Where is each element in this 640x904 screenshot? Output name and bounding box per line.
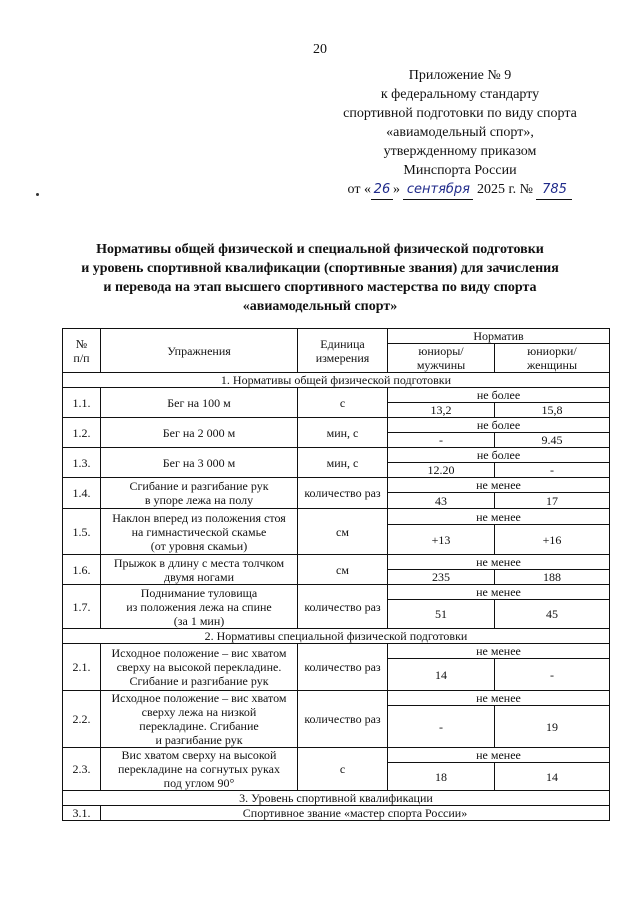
exercise-line: Вис хватом сверху на высокой <box>121 748 277 762</box>
row-number: 1.2. <box>63 418 101 448</box>
header-men: юниоры/ мужчины <box>388 344 495 373</box>
annex-header <box>330 66 590 200</box>
table-row <box>63 585 610 600</box>
section-title: 1. Нормативы общей физической подготовки <box>63 373 610 388</box>
row-number: 1.7. <box>63 585 101 629</box>
value-women: 15,8 <box>495 403 610 418</box>
exercise-line: на гимнастической скамье <box>131 524 267 539</box>
norm-condition: не менее <box>388 691 610 706</box>
value-men: 43 <box>388 493 495 509</box>
table-row <box>63 644 610 659</box>
norm-condition: не более <box>388 388 610 403</box>
order-day: 26 <box>373 182 391 197</box>
exercise-name <box>101 388 298 418</box>
row-number: 1.3. <box>63 448 101 478</box>
exercise-line: перекладине. Сгибание <box>139 719 259 733</box>
row-number: 1.1. <box>63 388 101 418</box>
value-women: 14 <box>495 763 610 791</box>
section-row <box>63 629 610 644</box>
title-line: «авиамодельный спорт» <box>242 299 398 314</box>
stray-dot <box>36 193 39 196</box>
value-men: - <box>388 433 495 448</box>
header-unit: Единица измерения <box>298 329 388 373</box>
value-women: 188 <box>495 570 610 585</box>
exercise-line: сверху на высокой перекладине. <box>116 660 282 674</box>
value-men: 235 <box>388 570 495 585</box>
exercise-line: Наклон вперед из положения стоя <box>112 510 286 525</box>
order-reference <box>330 180 590 200</box>
order-number: 785 <box>542 182 567 197</box>
annex-title: Приложение № 9 <box>408 68 512 83</box>
norm-condition: не менее <box>388 478 610 493</box>
annex-line: к федеральному стандарту <box>380 87 540 102</box>
row-number: 1.6. <box>63 555 101 585</box>
exercise-name <box>101 509 298 555</box>
exercise-line: Поднимание туловища <box>140 585 258 600</box>
page-number: 20 <box>313 42 327 57</box>
exercise-line: и разгибание рук <box>155 733 243 747</box>
table-row <box>63 448 610 463</box>
table-row <box>63 806 610 821</box>
unit: количество раз <box>298 585 388 629</box>
exercise-name <box>101 644 298 691</box>
document-title <box>40 240 600 316</box>
exercise-name <box>101 555 298 585</box>
norms-table <box>62 328 610 821</box>
qualification-text: Спортивное звание «мастер спорта России» <box>101 806 610 821</box>
order-prefix: от « <box>347 182 371 197</box>
exercise-line: сверху лежа на низкой <box>141 705 257 719</box>
value-men: 18 <box>388 763 495 791</box>
table-row <box>63 748 610 763</box>
section-title: 3. Уровень спортивной квалификации <box>63 791 610 806</box>
title-line: Нормативы общей физической и специальной физической подготовки <box>96 242 544 257</box>
value-women: - <box>495 659 610 691</box>
section-row <box>63 373 610 388</box>
table-row <box>63 509 610 525</box>
unit: с <box>298 748 388 791</box>
norm-condition: не более <box>388 418 610 433</box>
unit: мин, с <box>298 418 388 448</box>
order-month: сентября <box>406 182 471 197</box>
table-row <box>63 388 610 403</box>
row-number: 3.1. <box>63 806 101 821</box>
exercise-line: (за 1 мин) <box>173 613 225 628</box>
exercise-line: Бег на 3 000 м <box>162 455 236 470</box>
value-men: 13,2 <box>388 403 495 418</box>
exercise-line: из положения лежа на спине <box>126 599 272 614</box>
row-number: 1.4. <box>63 478 101 509</box>
exercise-line: под углом 90° <box>163 776 235 790</box>
value-women: 45 <box>495 600 610 629</box>
exercise-line: Сгибание и разгибание рук <box>129 479 269 493</box>
value-men: +13 <box>388 525 495 555</box>
exercise-line: (от уровня скамьи) <box>150 538 248 553</box>
value-women: 19 <box>495 706 610 748</box>
unit: с <box>298 388 388 418</box>
exercise-name <box>101 585 298 629</box>
value-women: 9.45 <box>495 433 610 448</box>
norm-condition: не менее <box>388 644 610 659</box>
norm-condition: не менее <box>388 555 610 570</box>
unit: количество раз <box>298 478 388 509</box>
row-number: 2.1. <box>63 644 101 691</box>
exercise-line: Бег на 2 000 м <box>162 425 236 440</box>
annex-line: Минспорта России <box>403 163 517 178</box>
exercise-line: Исходное положение – вис хватом <box>111 646 287 660</box>
title-line: и перевода на этап высшего спортивного мастерства по виду спорта <box>103 280 537 295</box>
header-norm: Норматив <box>388 329 610 344</box>
value-men: 51 <box>388 600 495 629</box>
exercise-line: Исходное положение – вис хватом <box>111 691 287 705</box>
title-line: и уровень спортивной квалификации (спортивные звания) для зачисления <box>81 261 559 276</box>
unit: мин, с <box>298 448 388 478</box>
table-row <box>63 691 610 706</box>
row-number: 1.5. <box>63 509 101 555</box>
exercise-name <box>101 418 298 448</box>
order-year: 2025 г. № <box>476 182 533 197</box>
header-exercise: Упражнения <box>101 329 298 373</box>
value-men: 14 <box>388 659 495 691</box>
norm-condition: не более <box>388 448 610 463</box>
order-mid: » <box>392 182 400 197</box>
row-number: 2.2. <box>63 691 101 748</box>
exercise-line: перекладине на согнутых руках <box>117 762 281 776</box>
exercise-line: Сгибание и разгибание рук <box>129 674 269 688</box>
exercise-name <box>101 448 298 478</box>
table-row <box>63 555 610 570</box>
section-row <box>63 791 610 806</box>
value-men: - <box>388 706 495 748</box>
norm-condition: не менее <box>388 509 610 525</box>
exercise-name <box>101 691 298 748</box>
exercise-line: двумя ногами <box>163 569 234 584</box>
exercise-name <box>101 478 298 509</box>
section-title: 2. Нормативы специальной физической подготовки <box>63 629 610 644</box>
value-women: +16 <box>495 525 610 555</box>
annex-line: спортивной подготовки по виду спорта <box>343 106 577 121</box>
header-num: № п/п <box>63 329 101 373</box>
annex-line: утвержденному приказом <box>383 144 537 159</box>
unit: количество раз <box>298 691 388 748</box>
norm-condition: не менее <box>388 585 610 600</box>
value-women: - <box>495 463 610 478</box>
exercise-name <box>101 748 298 791</box>
exercise-line: Бег на 100 м <box>167 395 231 410</box>
exercise-line: в упоре лежа на полу <box>144 493 254 507</box>
header-women: юниорки/ женщины <box>495 344 610 373</box>
value-men: 12.20 <box>388 463 495 478</box>
unit: количество раз <box>298 644 388 691</box>
table-row <box>63 418 610 433</box>
table-row <box>63 478 610 493</box>
norm-condition: не менее <box>388 748 610 763</box>
unit: см <box>298 555 388 585</box>
value-women: 17 <box>495 493 610 509</box>
exercise-line: Прыжок в длину с места толчком <box>113 555 285 570</box>
annex-line: «авиамодельный спорт», <box>386 125 534 140</box>
row-number: 2.3. <box>63 748 101 791</box>
unit: см <box>298 509 388 555</box>
